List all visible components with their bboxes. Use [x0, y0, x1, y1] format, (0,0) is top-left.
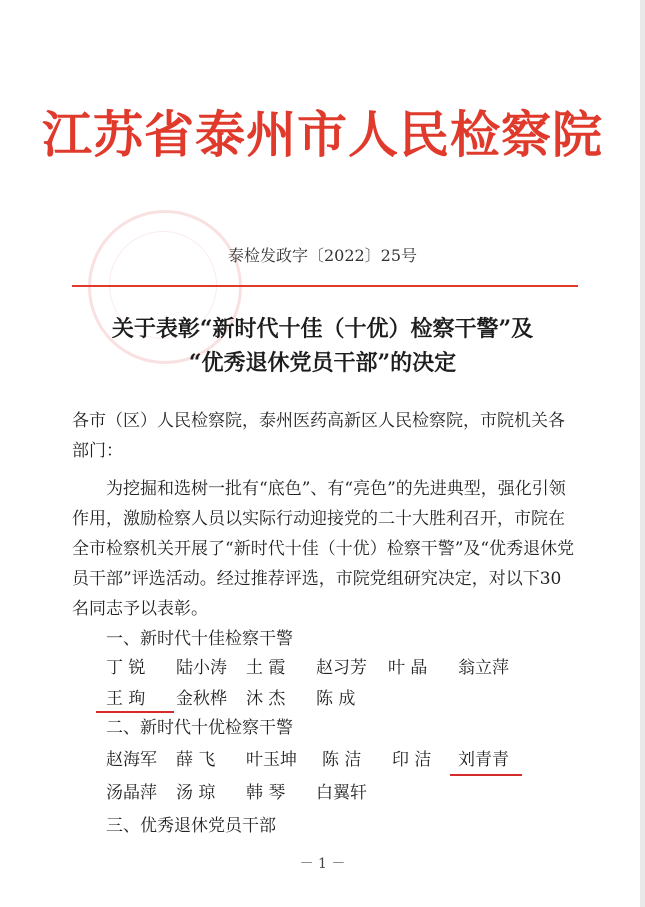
section-heading-2: 二、新时代十优检察干警	[106, 718, 293, 738]
addressee: 各市（区）人民检察院，泰州医药高新区人民检察院，市院机关各部门：	[72, 411, 565, 461]
header-divider	[72, 285, 578, 287]
page-number: － 1 －	[299, 856, 346, 872]
section-heading-3: 三、优秀退休党员干部	[106, 816, 276, 836]
awardee-name: 薛 飞	[176, 750, 216, 770]
document-title-line-2: “优秀退休党员干部”的决定	[188, 350, 457, 376]
name-underline	[450, 774, 522, 776]
document-number: 泰检发政字〔2022〕25号	[227, 246, 418, 265]
awardee-name: 沐 杰	[246, 689, 286, 709]
section-heading-1: 一、新时代十佳检察干警	[106, 629, 293, 649]
awardee-name: 赵习芳	[316, 658, 367, 678]
awardee-name: 刘青青	[458, 750, 509, 770]
awardee-name: 汤晶萍	[106, 783, 157, 803]
awardee-name: 王 珣	[106, 689, 146, 709]
body-paragraph: 为挖掘和选树一批有“底色”、有“亮色”的先进典型，强化引领作用，激励检察人员以实际行动迎接党的二十大胜利召开，市院在全市检察机关开展了“新时代十佳（十优）检察干警”及“优秀退休党员干部”评选活动。经过推荐评选，市院党组研究决定，对以下30名同志予以表彰。	[72, 479, 575, 619]
awardee-name: 赵海军	[106, 750, 157, 770]
awardee-name: 翁立萍	[458, 658, 509, 678]
awardee-name: 土 霞	[246, 658, 286, 678]
awardee-name: 叶 晶	[388, 658, 428, 678]
awardee-name: 陈 成	[316, 689, 356, 709]
awardee-name: 叶玉坤	[246, 750, 297, 770]
name-underline	[96, 711, 174, 713]
awardee-name: 韩 琴	[246, 783, 286, 803]
awardee-name: 印 洁	[392, 750, 432, 770]
awardee-name: 汤 琼	[176, 783, 216, 803]
awardee-name: 金秋桦	[176, 689, 227, 709]
document-title-line-1: 关于表彰“新时代十佳（十优）检察干警”及	[111, 316, 534, 342]
awardee-name: 陆小涛	[176, 658, 227, 678]
awardee-name: 丁 锐	[106, 658, 146, 678]
awardee-name: 陈 洁	[322, 750, 362, 770]
agency-header: 江苏省泰州市人民检察院	[42, 105, 603, 164]
awardee-name: 白翼轩	[316, 783, 367, 803]
